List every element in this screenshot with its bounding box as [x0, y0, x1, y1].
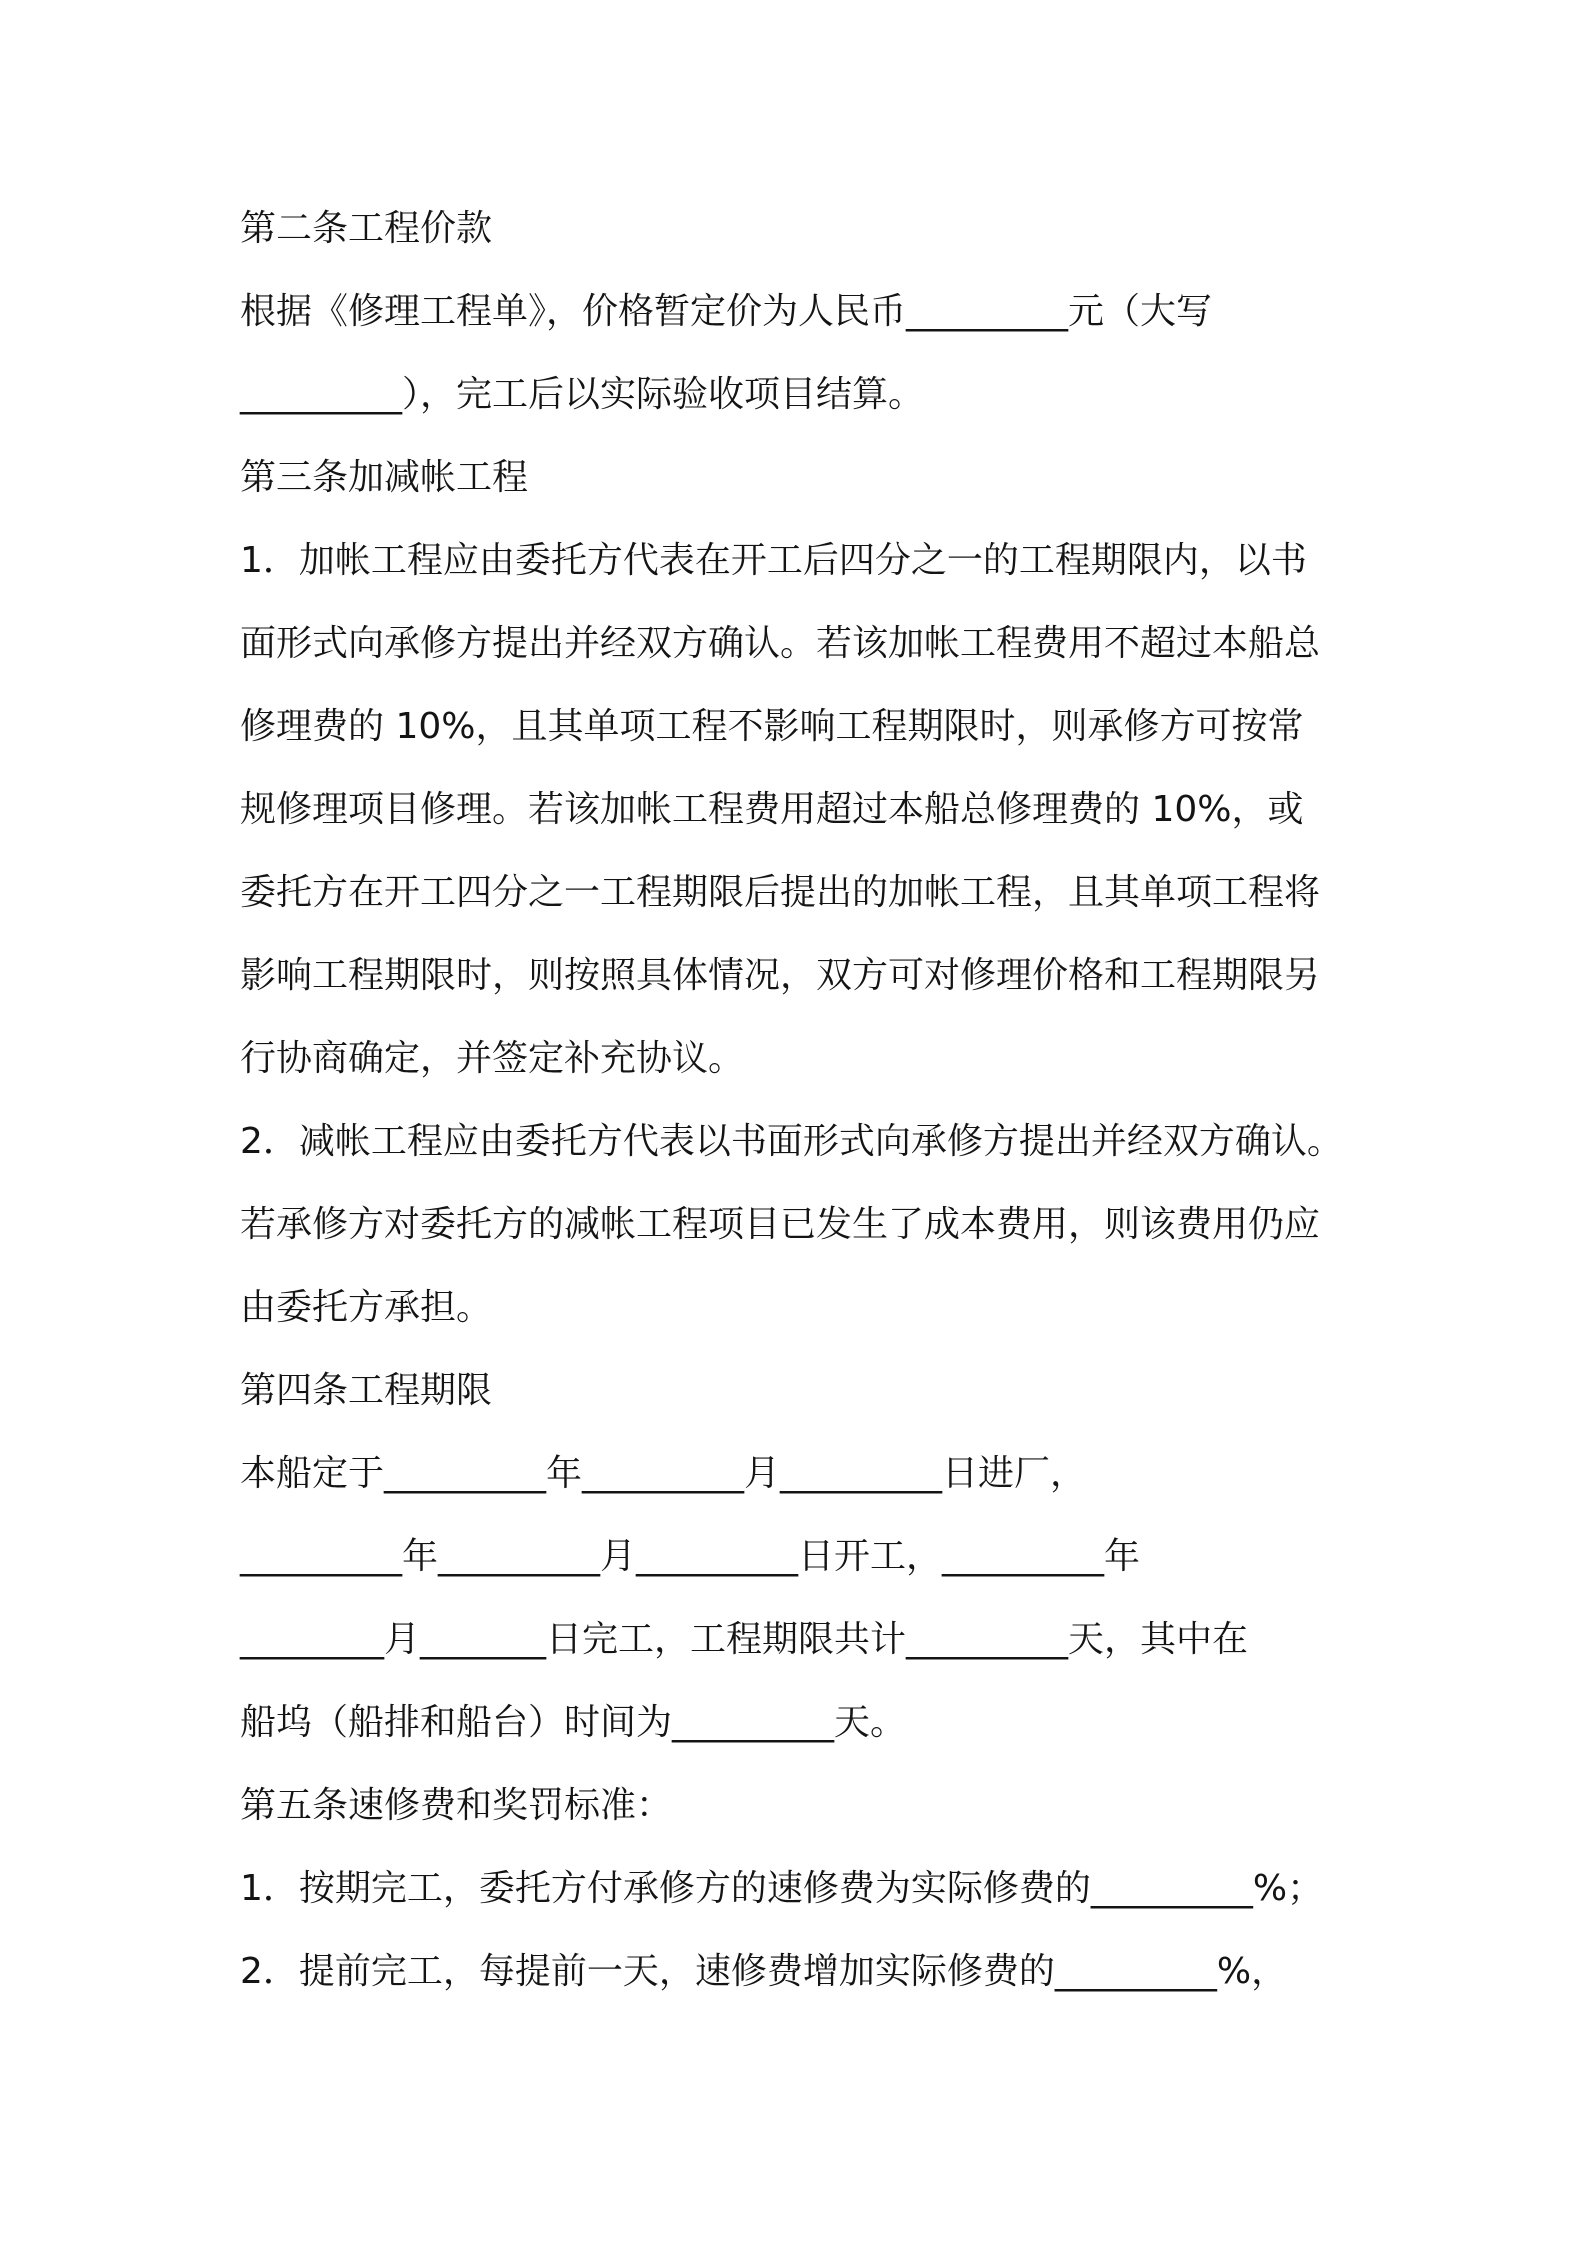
text-line: 1．按期完工，委托方付承修方的速修费为实际修费的_________%；	[240, 1868, 1324, 1909]
text-line: 修理费的 10%，且其单项工程不影响工程期限时，则承修方可按常	[240, 706, 1304, 747]
text-line: ________月_______日完工，工程期限共计_________天，其中在	[240, 1619, 1249, 1660]
text-line: 1．加帐工程应由委托方代表在开工后四分之一的工程期限内，以书	[240, 540, 1307, 581]
text-line: 本船定于_________年_________月_________日进厂，	[240, 1453, 1087, 1494]
article-4-heading: 第四条工程期限	[240, 1370, 493, 1411]
document-body	[240, 197, 1360, 2023]
text-line: 影响工程期限时，则按照具体情况，双方可对修理价格和工程期限另	[240, 955, 1321, 996]
text-line: 规修理项目修理。若该加帐工程费用超过本船总修理费的 10%，或	[240, 789, 1304, 830]
article-2-heading: 第二条工程价款	[240, 208, 493, 249]
text-line: 委托方在开工四分之一工程期限后提出的加帐工程，且其单项工程将	[240, 872, 1321, 913]
text-line: 根据《修理工程单》，价格暂定价为人民币_________元（大写	[240, 291, 1213, 332]
text-line: 若承修方对委托方的减帐工程项目已发生了成本费用，则该费用仍应	[240, 1204, 1321, 1245]
article-5-heading: 第五条速修费和奖罚标准：	[240, 1785, 673, 1826]
text-line: 行协商确定，并签定补充协议。	[240, 1038, 745, 1079]
text-line: 由委托方承担。	[240, 1287, 493, 1328]
text-line: 面形式向承修方提出并经双方确认。若该加帐工程费用不超过本船总	[240, 623, 1321, 664]
text-line: 2．提前完工，每提前一天，速修费增加实际修费的_________%，	[240, 1951, 1288, 1992]
text-line: 船坞（船排和船台）时间为_________天。	[240, 1702, 907, 1743]
text-line: _________），完工后以实际验收项目结算。	[240, 374, 925, 415]
text-line: _________年_________月_________日开工，_________年	[240, 1536, 1141, 1577]
article-3-heading: 第三条加减帐工程	[240, 457, 529, 498]
text-line: 2．减帐工程应由委托方代表以书面形式向承修方提出并经双方确认。	[240, 1121, 1343, 1162]
